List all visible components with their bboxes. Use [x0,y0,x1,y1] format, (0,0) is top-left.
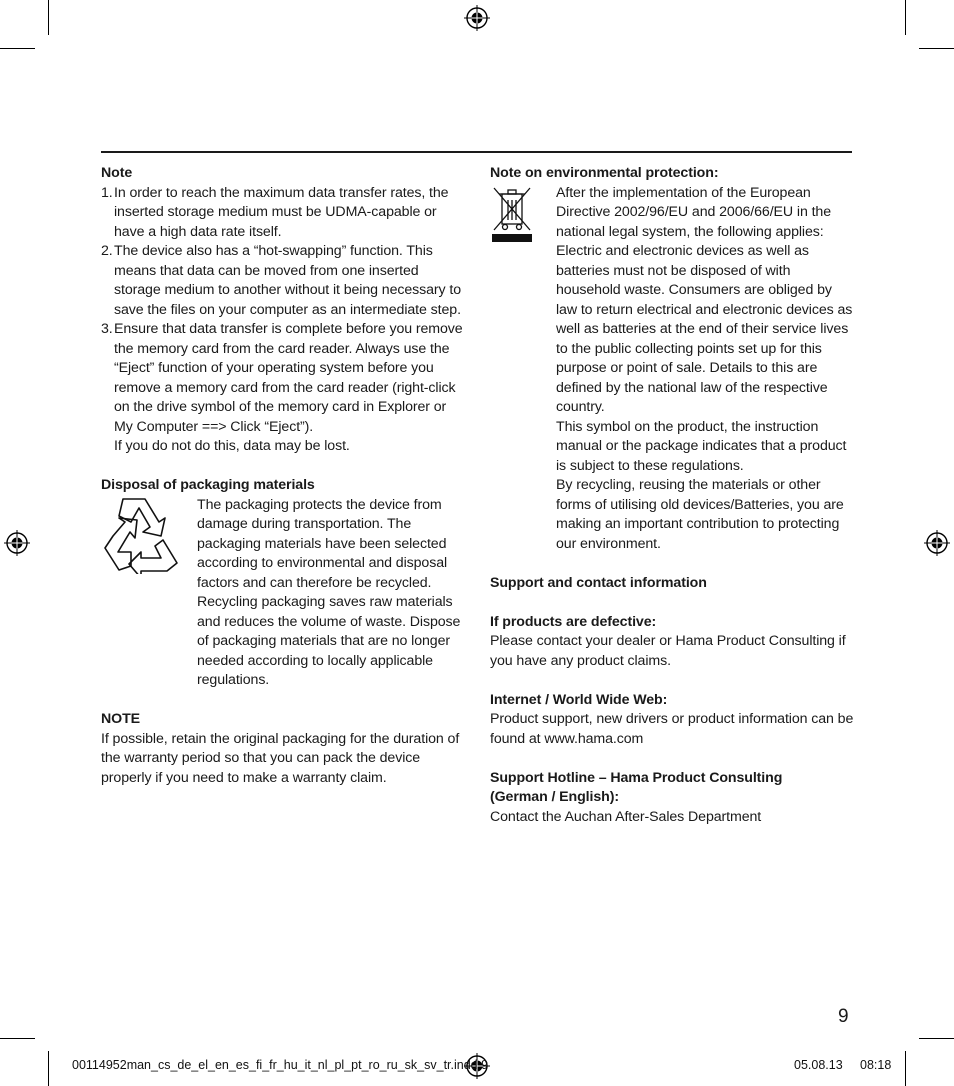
env-text-1: After the implementation of the European Directive 2002/96/EU and 2006/66/EU in the national legal system, the following applies: Electric and electronic devices as well as batteries must not be disposed of with household waste. Consumers are obliged by law to return electrical and electronic devices as well as batteries at the end of their service lives to the public collecting points set up for this purpose or point of sale. Details to this are defined by the national law of the respective country. [556,184,853,415]
crop-mark [0,48,35,49]
hotline-text: Contact the Auchan After-Sales Department [490,808,762,825]
right-column [490,164,854,827]
note-list [101,184,463,457]
crop-mark [48,0,49,35]
env-text-2: This symbol on the product, the instruction manual or the package indicates that a product is subject to these regulations. [556,418,847,474]
registration-mark-icon [464,5,490,31]
registration-mark-icon [4,530,30,556]
crop-mark [919,48,954,49]
header-rule [101,151,852,153]
defective-heading: If products are defective: [490,613,657,630]
web-text: Product support, new drivers or product information can be found at www.hama.com [490,711,854,747]
disposal-section [101,496,463,691]
defective-text: Please contact your dealer or Hama Product Consulting if you have any product claims. [490,633,846,669]
crop-mark [0,1038,35,1039]
page-number: 9 [838,1006,849,1027]
list-item: If you do not do this, data may be lost. [114,438,350,454]
note2-heading: NOTE [101,711,141,727]
list-item: 2. The device also has a “hot-swapping” function. This means that data can be moved from one inserted storage medium to another without it being necessary to save the files on your computer as an intermediate step. [101,243,462,318]
crop-mark [919,1038,954,1039]
crop-mark [905,1051,906,1086]
footer-filename: 00114952man_cs_de_el_en_es_fi_fr_hu_it_nl_pl_pt_ro_ru_sk_sv_tr.indd 9 [72,1058,489,1072]
list-item: 3. Ensure that data transfer is complete before you remove the memory card from the card reader. Always use the “Eject” function of your operating system before you remove a memory card from the card reader (right-click on the drive symbol of the memory card in Explorer or My Computer ==> Click “Eject”). [101,321,463,435]
registration-mark-icon [924,530,950,556]
crossed-out-wheelie-bin-icon [490,186,534,244]
env-section [490,184,854,555]
crop-mark [48,1051,49,1086]
hotline-subheading: (German / English): [490,789,619,805]
disposal-heading: Disposal of packaging materials [101,477,315,493]
footer-date: 05.08.13 [794,1058,843,1072]
support-heading: Support and contact information [490,574,707,591]
recycle-icon [101,496,183,574]
disposal-text: The packaging protects the device from damage during transportation. The packaging materials have been selected according to environmental and disposal factors and can therefore be recycled. Recycling packaging saves raw materials and reduces the volume of waste. Dispose of packaging materials that are no longer needed according to locally applicable regulations. [197,496,461,688]
env-heading: Note on environmental protection: [490,165,719,181]
note-heading: Note [101,165,133,181]
hotline-heading: Support Hotline – Hama Product Consulting [490,769,783,786]
env-text-3: By recycling, reusing the materials or other forms of utilising old devices/Batteries, you are making an important contribution to protecting our environment. [556,477,844,552]
note2-text: If possible, retain the original packaging for the duration of the warranty period so that you can pack the device properly if you need to make a warranty claim. [101,730,460,786]
list-item: 1. In order to reach the maximum data transfer rates, the inserted storage medium must be UDMA-capable or have a high data rate itself. [101,184,449,240]
left-column [101,164,463,788]
footer-time: 08:18 [860,1058,892,1072]
crop-mark [905,0,906,35]
web-heading: Internet / World Wide Web: [490,691,668,708]
